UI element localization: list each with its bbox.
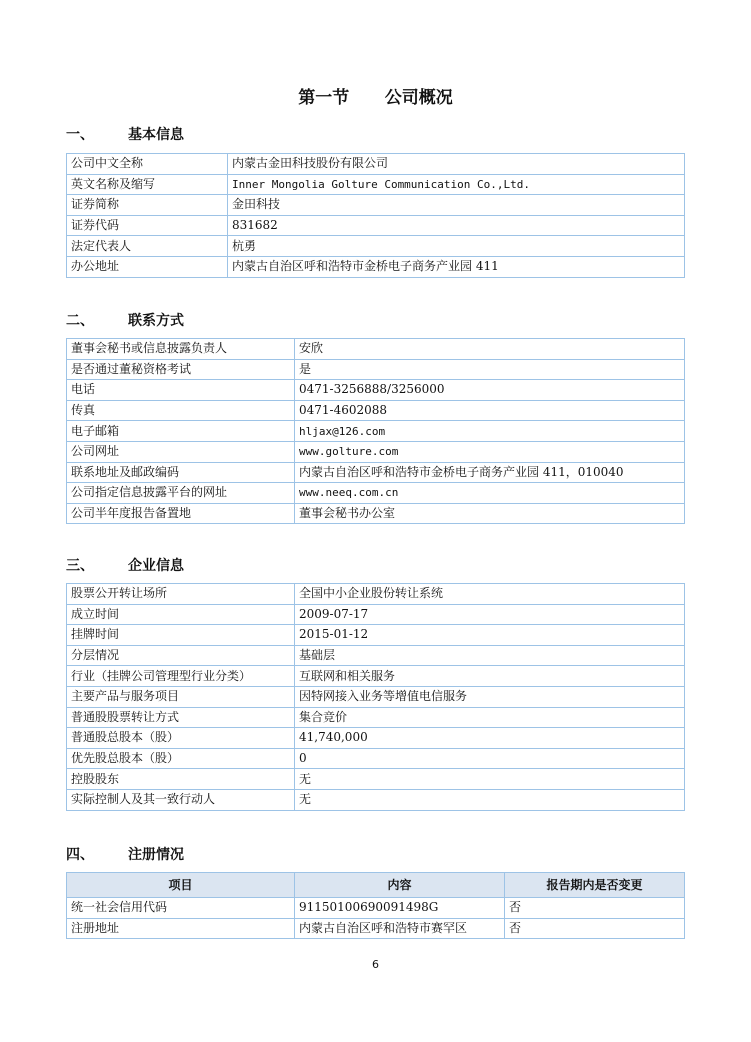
row-value: 41,740,000 <box>295 728 685 749</box>
row-label: 法定代表人 <box>67 236 228 257</box>
table-row <box>67 769 685 790</box>
column-header: 报告期内是否变更 <box>505 873 685 898</box>
row-label: 证券简称 <box>67 195 228 216</box>
row-value: 无 <box>295 789 685 810</box>
section-heading-registration <box>66 844 184 864</box>
row-label: 成立时间 <box>67 604 295 625</box>
table-row <box>67 686 685 707</box>
table-row <box>67 625 685 646</box>
table-row <box>67 918 685 939</box>
row-value: 基础层 <box>295 645 685 666</box>
row-label: 实际控制人及其一致行动人 <box>67 789 295 810</box>
table-row <box>67 748 685 769</box>
row-value: 因特网接入业务等增值电信服务 <box>295 686 685 707</box>
row-value: 0 <box>295 748 685 769</box>
table-row <box>67 666 685 687</box>
row-changed: 否 <box>505 918 685 939</box>
website-value: www.golture.com <box>295 441 685 462</box>
row-value: 内蒙古金田科技股份有限公司 <box>228 154 685 175</box>
email-value: hljax@126.com <box>295 421 685 442</box>
row-label: 统一社会信用代码 <box>67 898 295 919</box>
table-row <box>67 584 685 605</box>
row-value: 互联网和相关服务 <box>295 666 685 687</box>
row-label: 控股股东 <box>67 769 295 790</box>
row-label: 公司指定信息披露平台的网址 <box>67 483 295 504</box>
section-number: 一、 <box>66 127 94 143</box>
section-number: 三、 <box>66 558 94 574</box>
table-row <box>67 728 685 749</box>
table-row <box>67 441 685 462</box>
row-label: 优先股总股本（股） <box>67 748 295 769</box>
row-label: 挂牌时间 <box>67 625 295 646</box>
section-title: 联系方式 <box>128 313 184 329</box>
row-label: 电话 <box>67 380 295 401</box>
table-row <box>67 789 685 810</box>
row-value: 是 <box>295 359 685 380</box>
table-row <box>67 645 685 666</box>
row-value: 2015-01-12 <box>295 625 685 646</box>
table-row <box>67 195 685 216</box>
table-row <box>67 256 685 277</box>
table-row <box>67 339 685 360</box>
row-value: 内蒙古自治区呼和浩特市金桥电子商务产业园 411 <box>228 256 685 277</box>
row-label: 电子邮箱 <box>67 421 295 442</box>
row-changed: 否 <box>505 898 685 919</box>
row-label: 公司半年度报告备置地 <box>67 503 295 524</box>
table-row <box>67 154 685 175</box>
contact-table <box>66 338 685 524</box>
table-row <box>67 359 685 380</box>
section-title: 注册情况 <box>128 847 184 863</box>
row-value: 0471-3256888/3256000 <box>295 380 685 401</box>
row-label: 主要产品与服务项目 <box>67 686 295 707</box>
table-row <box>67 400 685 421</box>
row-label: 办公地址 <box>67 256 228 277</box>
row-value: 2009-07-17 <box>295 604 685 625</box>
row-label: 英文名称及缩写 <box>67 174 228 195</box>
row-label: 公司中文全称 <box>67 154 228 175</box>
column-header: 项目 <box>67 873 295 898</box>
table-row <box>67 421 685 442</box>
enterprise-table <box>66 583 685 811</box>
section-heading-basic-info <box>66 124 184 144</box>
row-label: 证券代码 <box>67 215 228 236</box>
basic-info-table <box>66 153 685 278</box>
section-heading-enterprise <box>66 555 184 575</box>
row-label: 公司网址 <box>67 441 295 462</box>
row-value: 831682 <box>228 215 685 236</box>
row-value: 安欣 <box>295 339 685 360</box>
row-value: 杭勇 <box>228 236 685 257</box>
table-row <box>67 215 685 236</box>
row-value: 董事会秘书办公室 <box>295 503 685 524</box>
row-value: 91150100690091498G <box>295 898 505 919</box>
section-title: 企业信息 <box>128 558 184 574</box>
row-label: 是否通过董秘资格考试 <box>67 359 295 380</box>
table-row <box>67 174 685 195</box>
section-number: 四、 <box>66 847 94 863</box>
row-label: 董事会秘书或信息披露负责人 <box>67 339 295 360</box>
row-value: 0471-4602088 <box>295 400 685 421</box>
table-row <box>67 898 685 919</box>
row-label: 联系地址及邮政编码 <box>67 462 295 483</box>
table-row <box>67 462 685 483</box>
table-row <box>67 380 685 401</box>
row-label: 传真 <box>67 400 295 421</box>
table-row <box>67 483 685 504</box>
table-header-row <box>67 873 685 898</box>
row-label: 普通股股票转让方式 <box>67 707 295 728</box>
page-title: 第一节 公司概况 <box>298 88 453 108</box>
row-label: 普通股总股本（股） <box>67 728 295 749</box>
row-value: 金田科技 <box>228 195 685 216</box>
row-value: 内蒙古自治区呼和浩特市赛罕区 <box>295 918 505 939</box>
registration-table <box>66 872 685 939</box>
table-row <box>67 707 685 728</box>
section-number: 二、 <box>66 313 94 329</box>
page-number: 6 <box>372 958 379 971</box>
table-row <box>67 236 685 257</box>
row-value: 无 <box>295 769 685 790</box>
table-row <box>67 604 685 625</box>
row-value: 内蒙古自治区呼和浩特市金桥电子商务产业园 411，010040 <box>295 462 685 483</box>
section-title: 基本信息 <box>128 127 184 143</box>
row-value: 集合竞价 <box>295 707 685 728</box>
row-value: 全国中小企业股份转让系统 <box>295 584 685 605</box>
table-row <box>67 503 685 524</box>
column-header: 内容 <box>295 873 505 898</box>
row-label: 行业（挂牌公司管理型行业分类） <box>67 666 295 687</box>
row-value: Inner Mongolia Golture Communication Co.,Ltd. <box>228 174 685 195</box>
row-label: 注册地址 <box>67 918 295 939</box>
section-heading-contact <box>66 310 184 330</box>
row-label: 股票公开转让场所 <box>67 584 295 605</box>
row-label: 分层情况 <box>67 645 295 666</box>
disclosure-site-value: www.neeq.com.cn <box>295 483 685 504</box>
